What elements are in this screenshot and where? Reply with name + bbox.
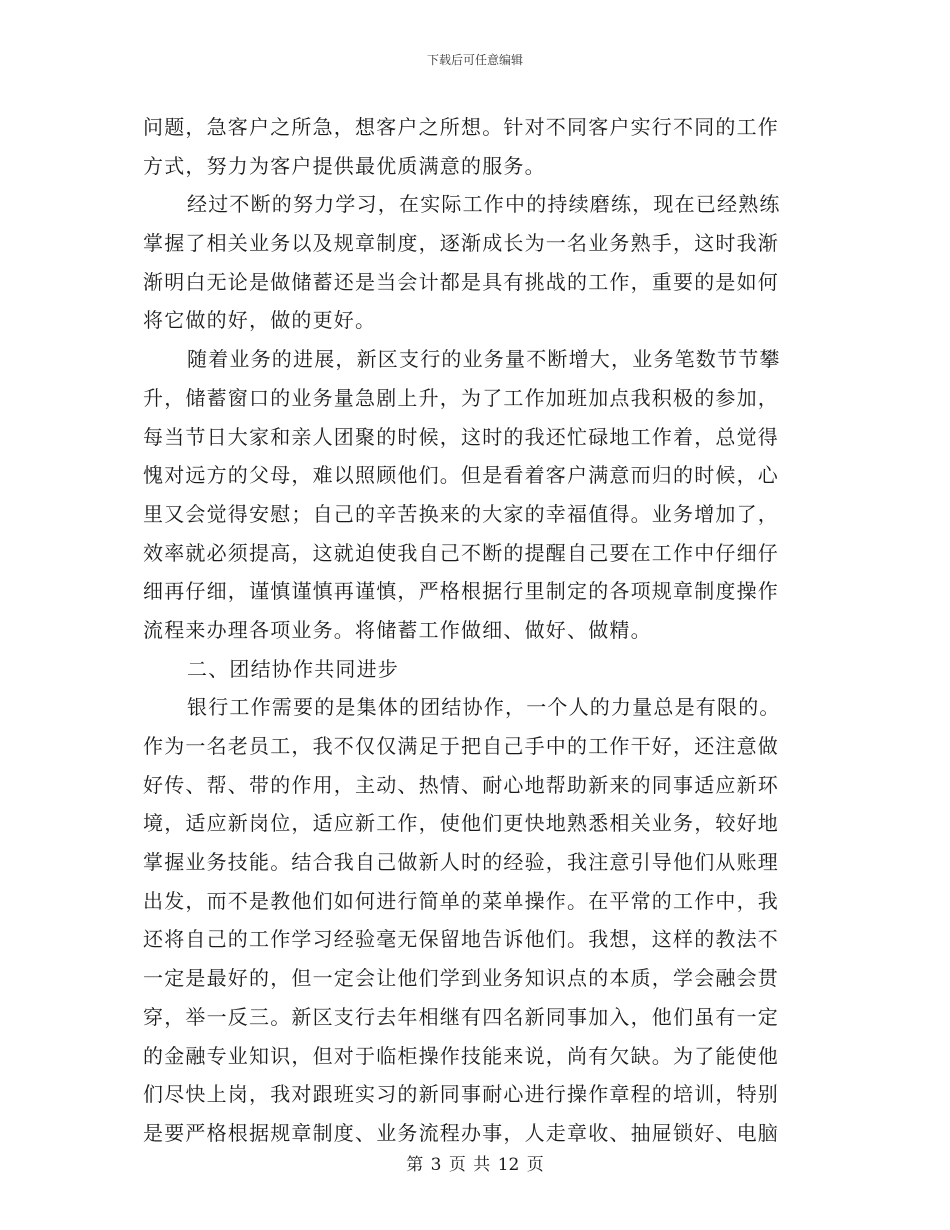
text-line: 二、团结协作共同进步	[187, 656, 399, 681]
text-line: 境，适应新岗位，适应新工作，使他们更快地熟悉相关业务，较好地	[143, 811, 779, 836]
text-line: 流程来办理各项业务。将储蓄工作做细、做好、做精。	[143, 617, 652, 642]
text-line: 升，储蓄窗口的业务量急剧上升，为了工作加班加点我积极的参加，	[143, 385, 779, 410]
text-line: 银行工作需要的是集体的团结协作，一个人的力量总是有限的。	[187, 695, 781, 720]
text-line: 细再仔细，谨慎谨慎再谨慎，严格根据行里制定的各项规章制度操作	[143, 579, 779, 604]
text-line: 随着业务的进展，新区支行的业务量不断增大，业务笔数节节攀	[187, 347, 781, 372]
page-number-footer: 第 3 页 共 12 页	[406, 1155, 544, 1175]
text-line: 好传、帮、带的作用，主动、热情、耐心地帮助新来的同事适应新环	[143, 772, 779, 797]
text-line: 掌握业务技能。结合我自己做新人时的经验，我注意引导他们从账理	[143, 850, 779, 875]
page-header: 下载后可任意编辑	[426, 53, 523, 67]
text-line: 将它做的好，做的更好。	[143, 308, 377, 333]
text-line: 们尽快上岗，我对跟班实习的新同事耐心进行操作章程的培训，特别	[143, 1082, 779, 1107]
text-line: 愧对远方的父母，难以照顾他们。但是看着客户满意而归的时候，心	[143, 463, 779, 488]
document-body	[143, 108, 803, 1153]
text-line: 掌握了相关业务以及规章制度，逐渐成长为一名业务熟手，这时我渐	[143, 231, 779, 256]
text-line: 还将自己的工作学习经验毫无保留地告诉他们。我想，这样的教法不	[143, 927, 779, 952]
text-line: 作为一名老员工，我不仅仅满足于把自己手中的工作干好，还注意做	[143, 734, 779, 758]
text-line: 效率就必须提高，这就迫使我自己不断的提醒自己要在工作中仔细仔	[143, 540, 779, 565]
text-line: 方式，努力为客户提供最优质满意的服务。	[143, 153, 546, 178]
text-line: 每当节日大家和亲人团聚的时候，这时的我还忙碌地工作着，总觉得	[143, 424, 779, 449]
text-line: 问题，急客户之所急，想客户之所想。针对不同客户实行不同的工作	[143, 115, 779, 139]
text-line: 是要严格根据规章制度、业务流程办事，人走章收、抽屉锁好、电脑	[143, 1120, 779, 1145]
text-line: 穿，举一反三。新区支行去年相继有四名新同事加入，他们虽有一定	[143, 1004, 779, 1029]
text-line: 出发，而不是教他们如何进行简单的菜单操作。在平常的工作中，我	[143, 888, 779, 913]
text-line: 渐明白无论是做储蓄还是当会计都是具有挑战的工作，重要的是如何	[143, 269, 779, 294]
text-line: 经过不断的努力学习，在实际工作中的持续磨练，现在已经熟练	[187, 192, 781, 217]
text-line: 的金融专业知识，但对于临柜操作技能来说，尚有欠缺。为了能使他	[143, 1043, 779, 1068]
text-line: 一定是最好的，但一定会让他们学到业务知识点的本质，学会融会贯	[143, 966, 779, 991]
text-line: 里又会觉得安慰；自己的辛苦换来的大家的幸福值得。业务增加了，	[143, 501, 779, 526]
